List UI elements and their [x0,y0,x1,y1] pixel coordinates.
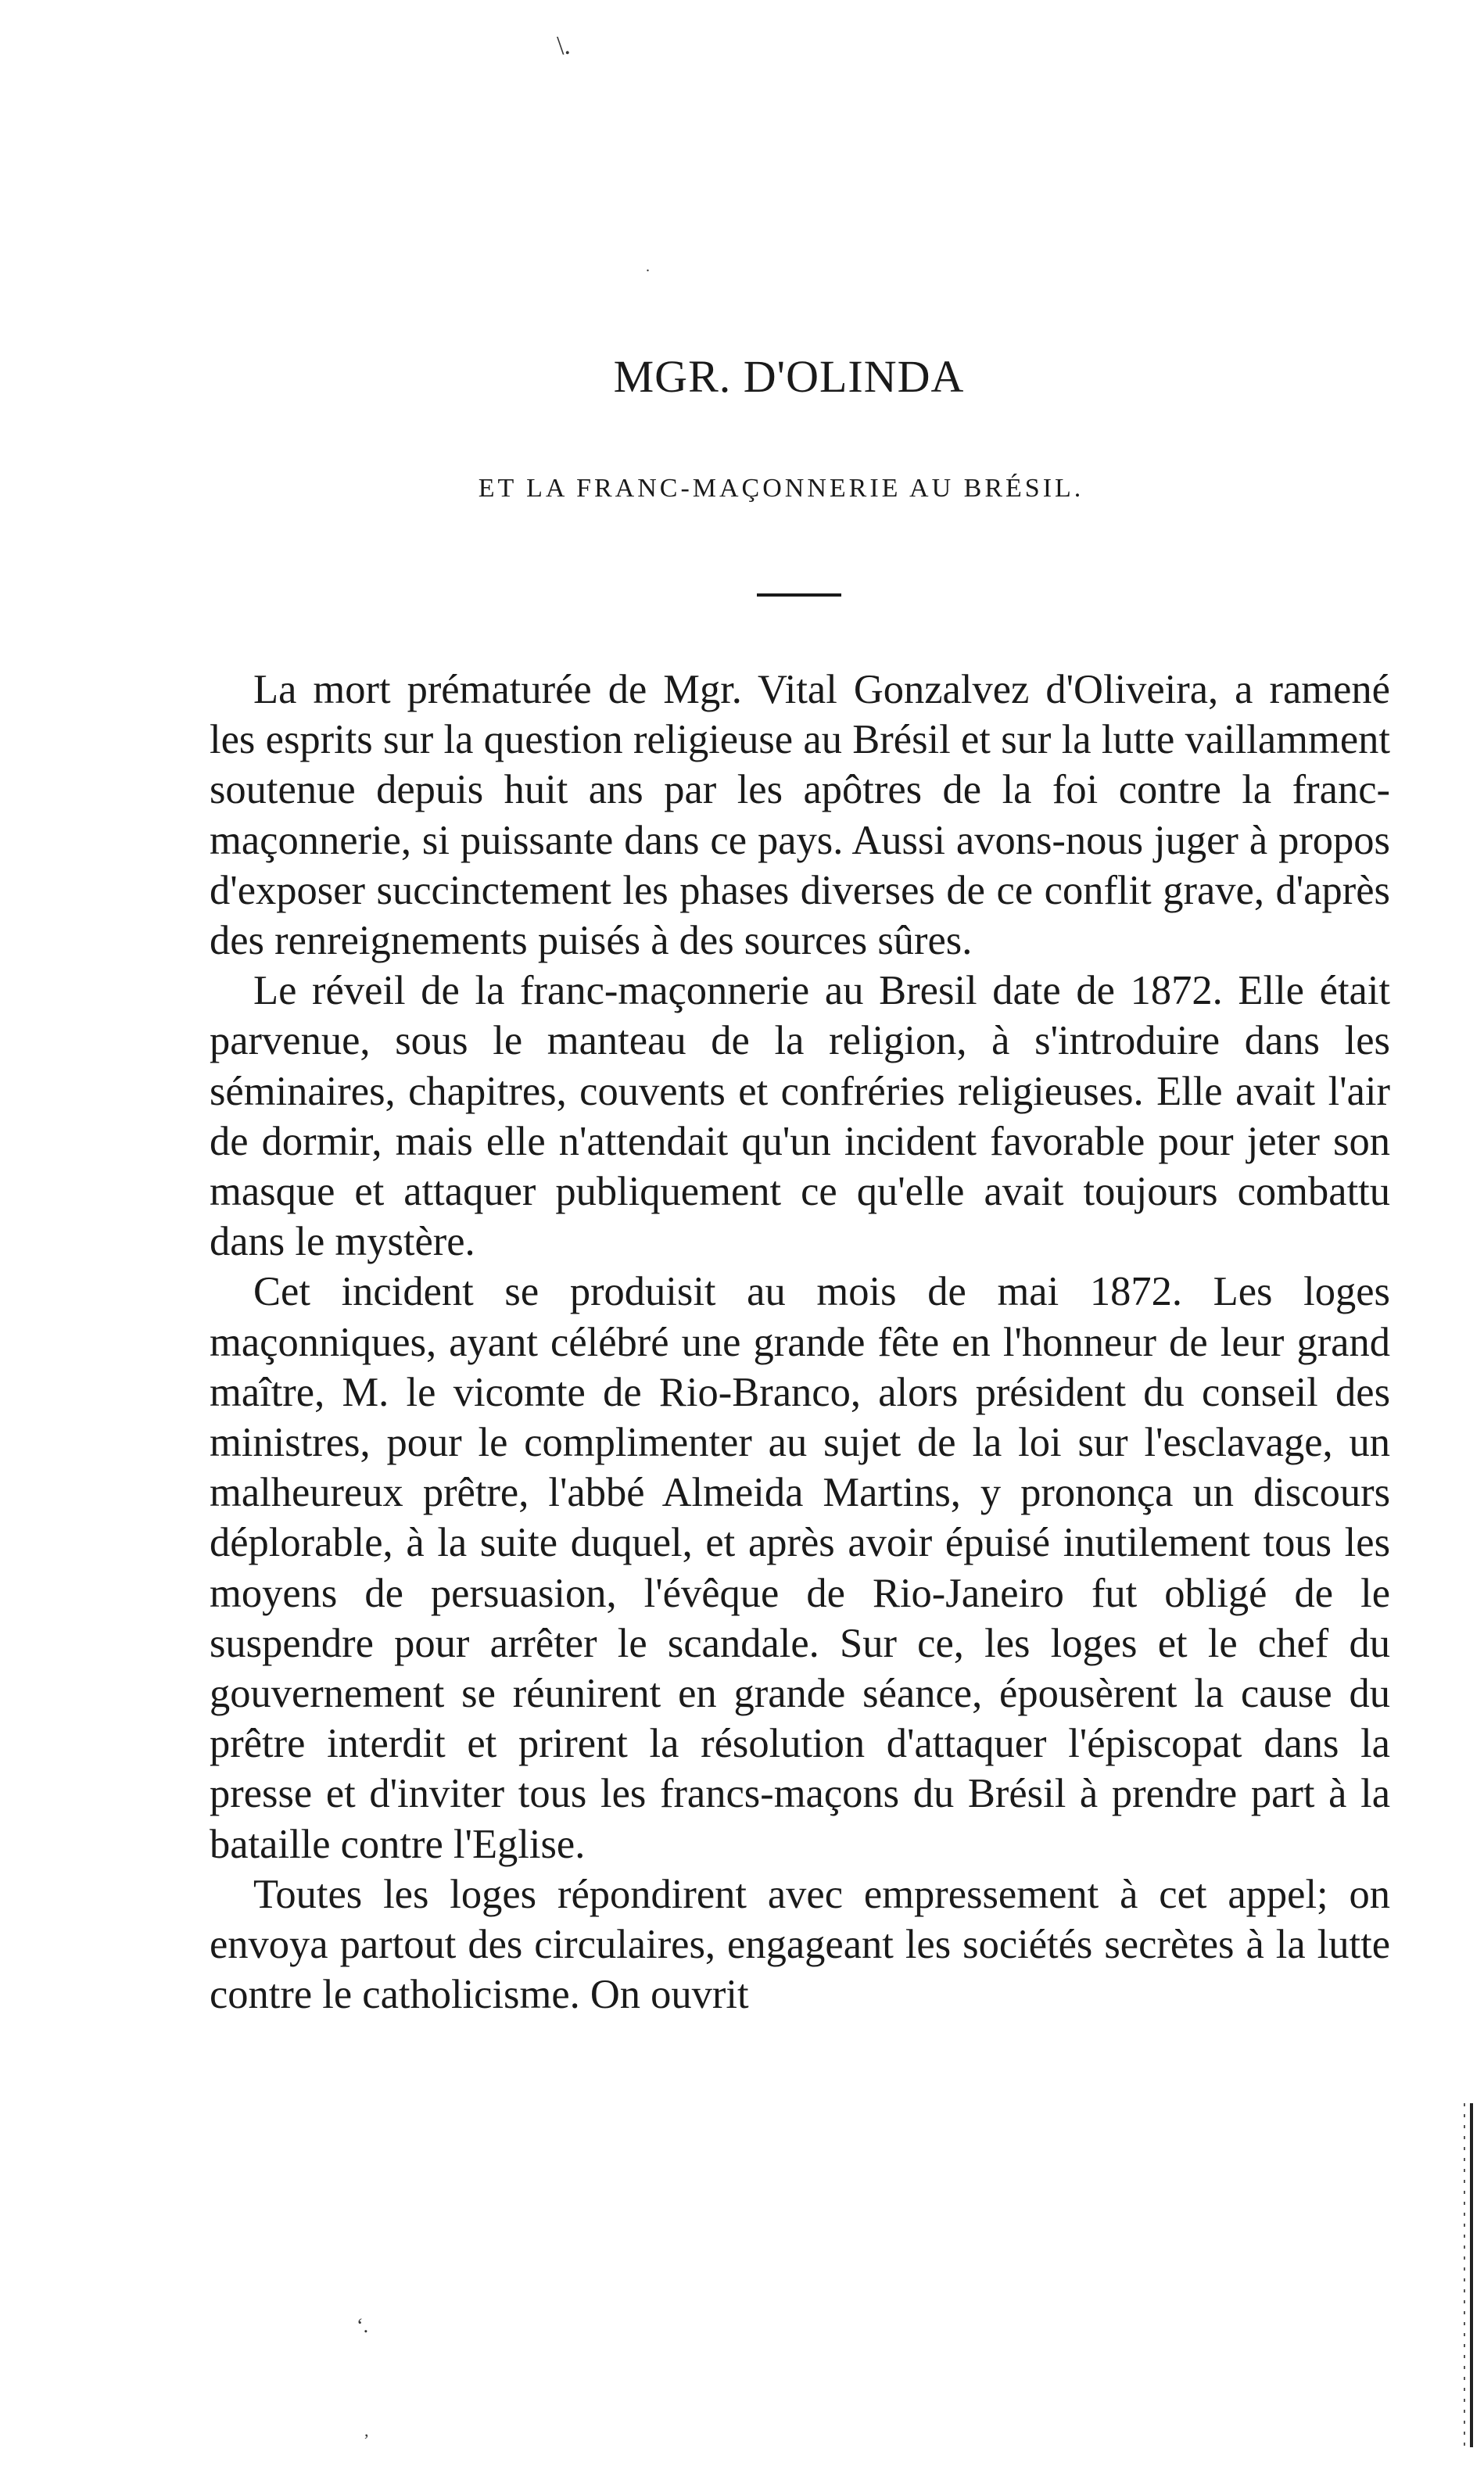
scan-speck: . [646,258,650,275]
page-edge-dots [1464,2103,1465,2447]
page-title: MGR. D'OLINDA [613,351,965,402]
scan-speck: \. [557,31,571,60]
body-text [210,665,1390,2020]
page-edge-line [1470,2103,1473,2447]
scan-speck: , [364,2421,369,2440]
paragraph: Le réveil de la franc-maçonnerie au Bresil date de 1872. Elle était parvenue, sous le manteau de la religion, à s'introduire dans les séminaires, chapitres, couvents et confréries religieuses. Elle avait l'air de dormir, mais elle n'attendait qu'un incident favorable pour jeter son masque et attaquer publiquement ce qu'elle avait toujours combattu dans le mystère. [210,968,1390,1265]
scan-speck: ‘. [357,2314,369,2337]
paragraph: Cet incident se produisit au mois de mai 1872. Les loges maçonniques, ayant célébré une grande fête en l'honneur de leur grand maître, M. le vicomte de Rio-Branco, alors président du conseil des ministres, pour le complimenter au sujet de la loi sur l'esclavage, un malheureux prêtre, l'abbé Almeida Martins, y prononça un discours déplorable, à la suite duquel, et après avoir épuisé inutilement tous les moyens de persuasion, l'évêque de Rio-Janeiro fut obligé de le suspendre pour arrêter le scandale. Sur ce, les loges et le chef du gouvernement se réunirent en grande séance, épousèrent la cause du prêtre interdit et prirent la résolution d'attaquer l'épiscopat dans la presse et d'inviter tous les francs-maçons du Brésil à prendre part à la bataille contre l'Eglise. [210,1269,1390,1867]
title-divider [757,593,841,597]
page-subtitle: ET LA FRANC-MAÇONNERIE AU BRÉSIL. [478,474,1084,503]
paragraph: Toutes les loges répondirent avec empressement à cet appel; on envoya partout des circulaires, engageant les sociétés secrètes à la lutte contre le catholicisme. On ouvrit [210,1871,1390,2018]
paragraph: La mort prématurée de Mgr. Vital Gonzalvez d'Oliveira, a ramené les esprits sur la question religieuse au Brésil et sur la lutte vaillamment soutenue depuis huit ans par les apôtres de la foi contre la franc-maçonnerie, si puissante dans ce pays. Aussi avons-nous juger à propos d'exposer succinctement les phases diverses de ce conflit grave, d'après des renreignements puisés à des sources sûres. [210,667,1390,964]
